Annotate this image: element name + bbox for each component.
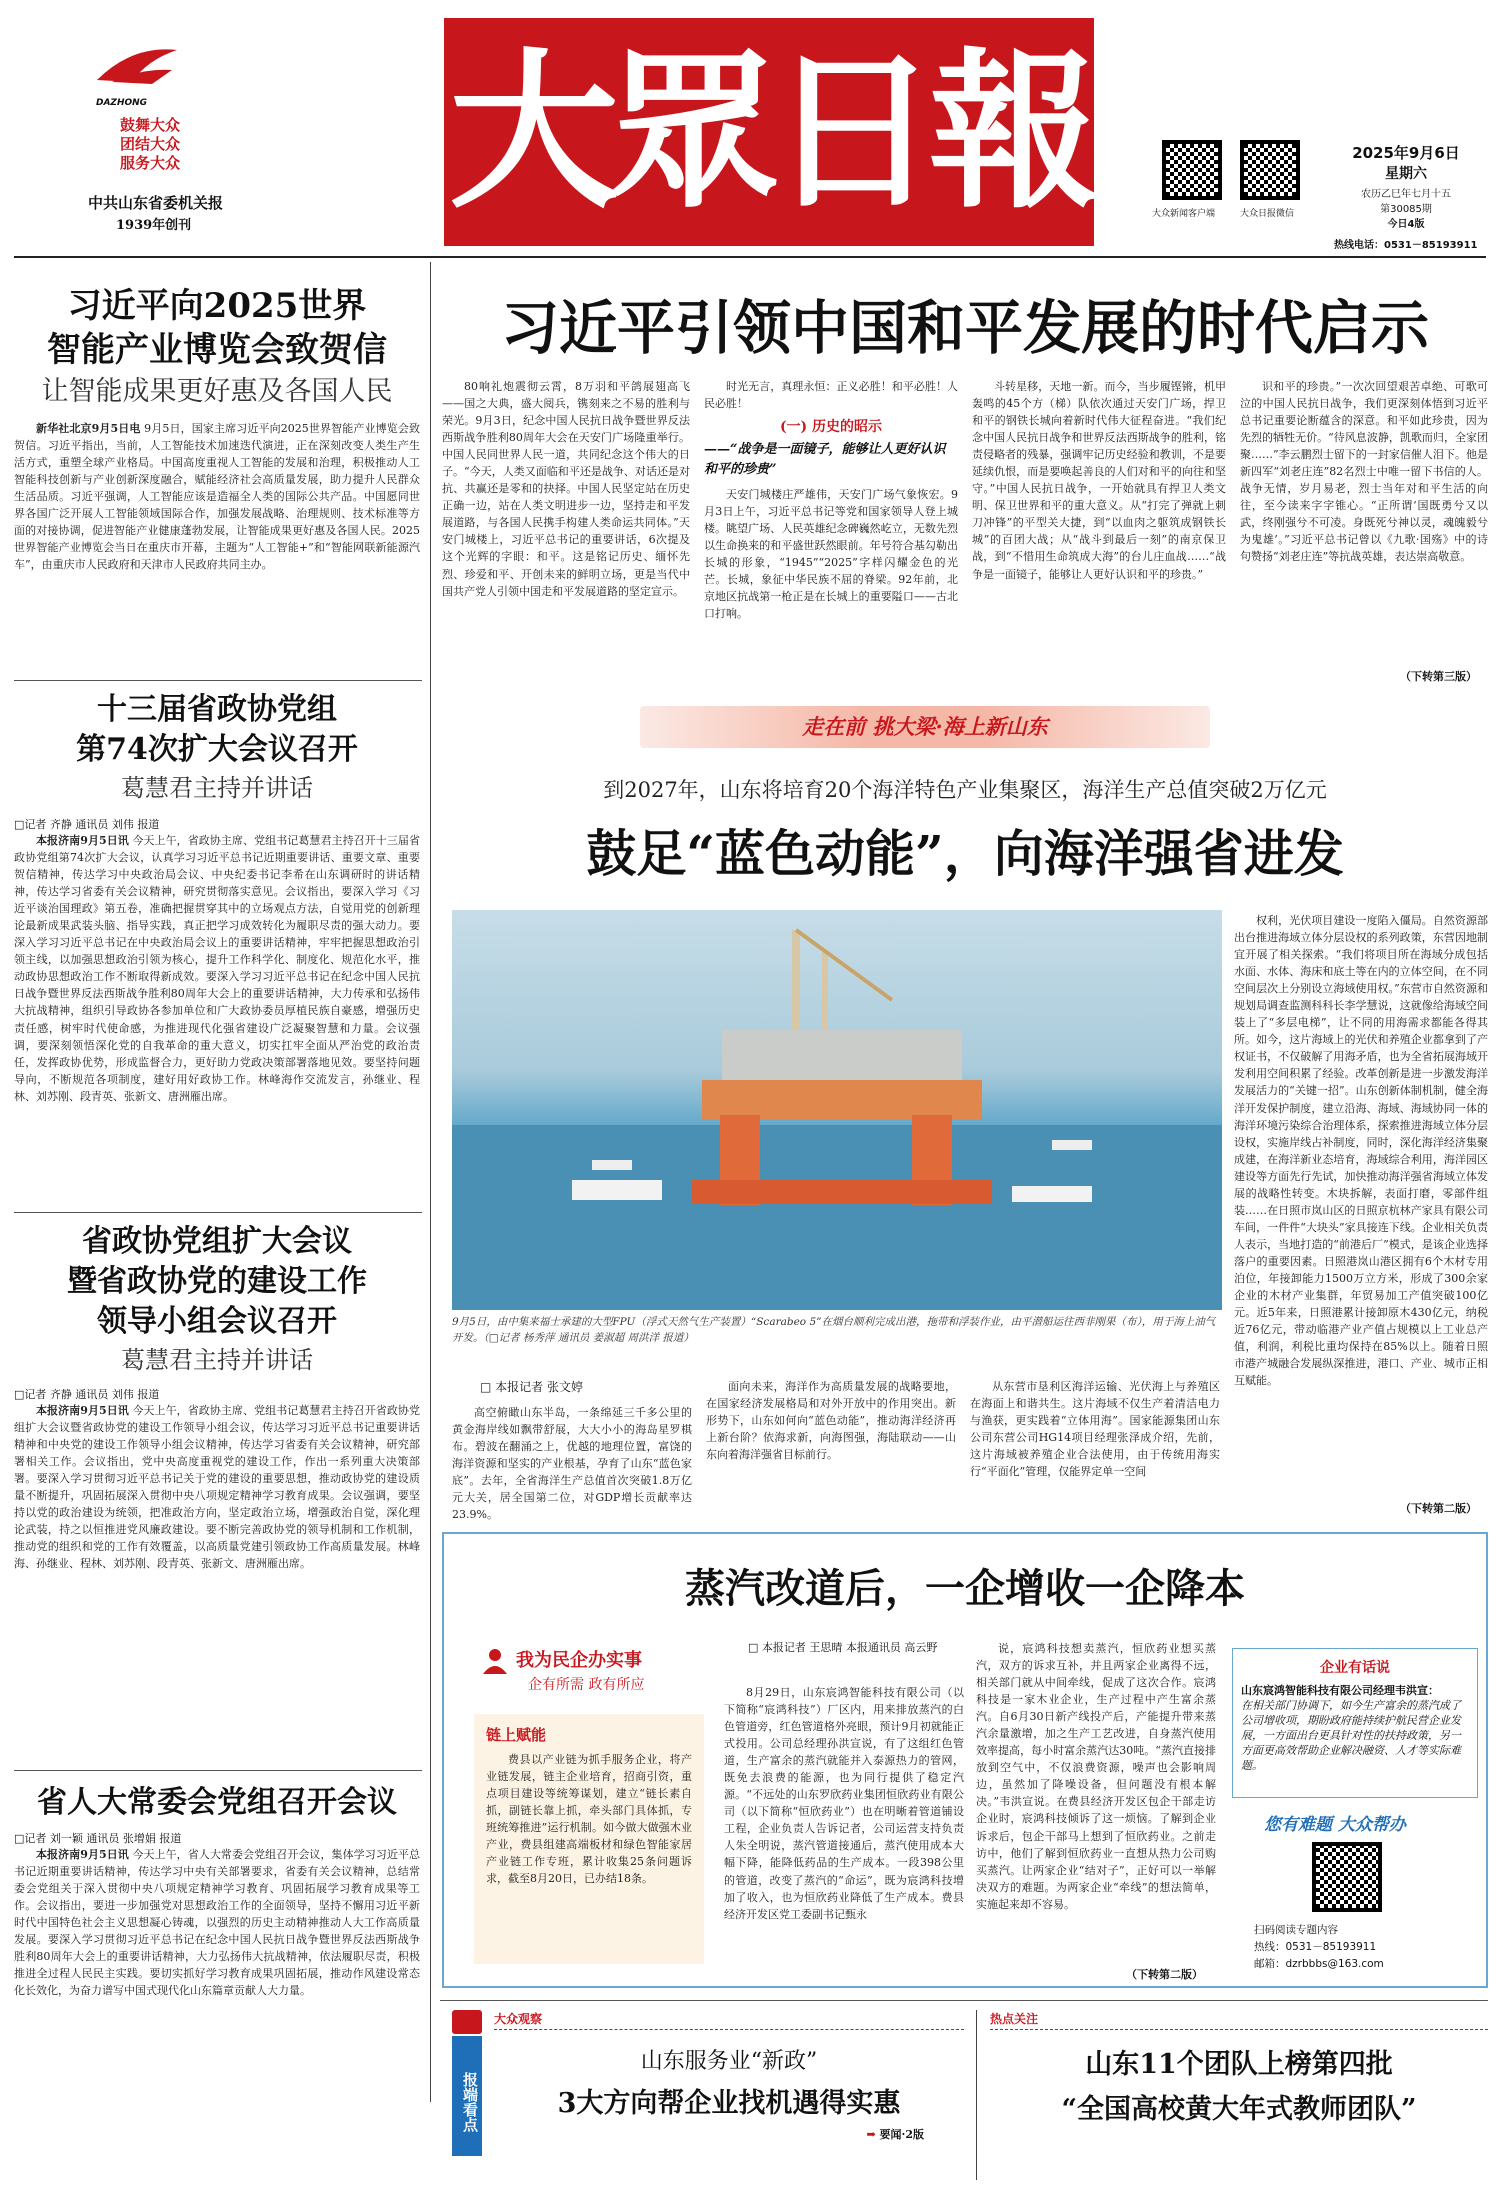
chain-heading: 链上赋能 [486,1726,547,1744]
byline: □记者 齐静 通讯员 刘伟 报道 [14,818,160,831]
teaser-teachers-line-2: “全国高校黄大年式教师团队” [1061,2094,1417,2125]
byline: □记者 刘一颖 通讯员 张增娟 报道 [14,1832,182,1845]
steam-col-2 [976,1640,1216,1966]
lunar-date: 农历乙巳年七月十五 [1361,189,1451,200]
qr-code-app [1162,140,1222,200]
help-scan-label: 扫码阅读专题内容 [1254,1924,1338,1936]
photo-caption: 9月5日，由中集来福士承建的大型FPU（浮式天然气生产装置）“Scarabeo 5”在烟台顺利完成出港，拖带和浮装作业，由平潜船运往西非刚果（布），用于海上油气开发。（□记者 杨秀萍 通讯员 姜淑超 周洪洋 报道） [452,1316,1216,1344]
newspaper-title: 大眾日報 [448,32,1089,232]
enterprise-voice-box [1232,1648,1478,1798]
story-cppcc-party-title-2: 暨省政协党的建设工作 [67,1264,367,1299]
side-tag [452,2036,482,2156]
feature-banner-label: 走在前 挑大梁·海上新山东 [802,714,1048,739]
divider [14,1212,422,1213]
story-cppcc-party-title-3: 领导小组会议召开 [97,1304,337,1339]
section-heading: (一) 历史的昭示 [779,419,883,435]
lead-col-4 [1240,378,1488,668]
platform-illustration [452,910,1222,1310]
teaser-teachers-tag: 热点关注 [990,2010,1488,2030]
masthead-red-block [444,18,1094,246]
help-email[interactable]: 邮箱：dzrbbbs@163.com [1254,1958,1384,1970]
story-cppcc-74-title-2: 第74次扩大会议召开 [76,732,358,767]
arrow-right-icon: ➡ [866,2128,880,2141]
continued-note: （下转第二版） [1400,1502,1477,1515]
story-npc-party [14,1782,420,2166]
teaser-teachers[interactable] [990,2010,1488,2180]
enterprise-voice-body: 在相关部门协调下，如今生产富余的蒸汽成了公司增收项，期盼政府能持续护航民营企业发展，一方面出台更具针对性的扶持政策，另一方面更高效帮助企业解决融资、人才等实际难题。 [1241,1699,1461,1772]
teaser-divider [976,2010,977,2180]
continued-note: （下转第三版） [1400,670,1477,683]
body-text: 9月5日，国家主席习近平向2025世界智能产业博览会致贺信。习近平指出，当前，人工智能技术加速迭代演进，正在深刻改变人类生产生活方式，重塑全球产业格局。中国高度重视人工智能的发展和治理，积极推动人工智能科技创新与产业创新深度融合，赋能经济社会高质量发展，助力提升人民群众生活品质。习近平强调，人工智能应该是造福全人类的国际公共产品。中国愿同世界各国广泛开展人工智能领域国际合作，加强发展战略、治理规则、技术标准等方面的对接协调，促进智能产业健康蓬勃发展，让智能成果更好惠及各国人民。2025世界智能产业博览会当日在重庆市开幕，主题为“人工智能+”和“智能网联新能源汽车”，由重庆市人民政府和天津市人民政府共同主办。 [14,422,420,572]
badge-subtitle: 企有所需 政有所应 [528,1677,645,1693]
dateline: 本报济南9月5日讯 [36,1848,129,1861]
help-phone: 热线：0531－85193911 [1254,1941,1377,1953]
help-heading: 您有难题 大众帮办 [1264,1815,1406,1835]
body-text: 面向未来，海洋作为高质量发展的战略要地，在国家经济发展格局和对外开放中的作用突出。新形势下，山东如何向“蓝色动能”，推动海洋经济再上新台阶？依海求新，向海图强，海陆联动——山东向着海洋强省目标前行。 [706,1380,956,1462]
body-text: 8月29日，山东宸鸿智能科技有限公司（以下简称“宸鸿科技”）厂区内，用来排放蒸汽的白色管道旁，红色管道格外亮眼，预计9月初就能正式投用。公司总经理孙洪宣说，有了这组红色管道，生产富余的蒸汽就能并入泰源热力的管网，既免去浪费的能源，也为同行提供了稳定汽源。“不远处的山东罗欣药业集团恒欣药业有限公司（以下简称“恒欣药业”）也在明晰着管道铺设工程，企业负责人告诉记者，公司运营支持负责人朱全明说，蒸汽管道接通后，蒸汽使用成本大幅下降，能降低药品的生产成本。一段398公里的管道，改变了蒸汽的“命运”，既为宸鸿科技增加了收入，也为恒欣药业降低了生产成本。费县经济开发区党工委副书记甄永 [724,1686,964,1921]
badge-title: 我为民企办实事 [516,1650,642,1671]
issue-date: 2025年9月6日 [1352,144,1460,162]
feature-col-1 [452,1404,692,1522]
body-text: 高空俯瞰山东半岛，一条绵延三千多公里的黄金海岸线如飘带舒展，大大小小的海岛星罗棋布。碧波在翻涌之上，优越的地理位置，富饶的海洋资源和坚实的产业根基，孕育了山东“蓝色家底”。去年，全省海洋生产总值首次突破1.8万亿元大关，居全国第二位，对GDP增长贡献率达23.9%。 [452,1406,692,1522]
qr-code-wechat [1240,140,1300,200]
section-quote: ——“战争是一面镜子，能够让人更好认识和平的珍贵” [704,442,946,477]
help-contacts [1254,1922,1384,1973]
story-cppcc-74-title-1: 十三届省政协党组 [97,692,337,727]
offshore-platform-photo [452,910,1222,1310]
bottom-rule [440,2000,1488,2001]
teaser-services-ref [494,2126,964,2142]
teaser-services-tag: 大众观察 [494,2010,964,2030]
story-cppcc-74-body [14,832,420,1122]
body-text: 斗转星移，天地一新。而今，当步履铿锵，机甲轰鸣的45个方（梯）队依次通过天安门广场，捍卫和平的钢铁长城向着新时代伟大征程奋进。“我们纪念中国人民抗日战争和世界反法西斯战争的胜利，铭责侵略者的残暴，强调牢记历史经验和教训，不是要延续仇恨，而是要唤起善良的人们对和平的向往和坚守。”中国人民抗日战争，一开始就具有捍卫人类文明、保卫世界和平的重大意义。从“打完了弹就上刺刀冲锋”的平型关大捷，到“以血肉之躯筑成钢铁长城”的百团大战；从“战斗到最后一刻”的南京保卫战，到“不惜用生命筑成大海”的台儿庄血战……“战争是一面镜子，能够让人更好认识和平的珍贵。” [972,380,1226,581]
body-text: 说，宸鸿科技想卖蒸汽，恒欣药业想买蒸汽，双方的诉求互补，并且两家企业离得不远，相关部门就从中间牵线，促成了这次合作。宸鸿科技是一家木业企业，生产过程中产生富余蒸汽。自6月30日新产线投产后，产能提升带来蒸汽余量激增，加之生产工艺改进，自身蒸汽使用效率提高，每小时富余蒸汽达30吨。“蒸汽直接排放到空气中，不仅浪费资源，噪声也会影响周边，虽然加了降噪设备，但问题没有根本解决。”韦洪宣说。在费县经济开发区包企干部走访企业时，宸鸿科技倾诉了这一烦恼。了解到企业诉求后，包企干部马上想到了恒欣药业。之前走访中，他们了解到恒欣药业一直想从热力公司购买蒸汽。让两家企业“结对子”，正好可以一举解决双方的难题。为两家企业“牵线”的想法简单，实施起来却不容易。 [976,1642,1216,1911]
qr-label-wechat: 大众日报微信 [1240,209,1295,219]
lead-col-3 [972,378,1226,686]
body-text: 今天上午，省人大常委会党组召开会议，集体学习习近平总书记近期重要讲话精神，传达学习中央有关部署要求，省委有关会议精神，总结常委会党组关于深入贯彻中央八项规定精神学习教育、巩固拓展学习教育成果等工作。会议指出，要进一步加强党对思想政治工作的全面领导，坚持不懈用习近平新时代中国特色社会主义思想凝心铸魂，以强烈的历史主动精神推动人大工作高质量发展。要深入学习贯彻习近平总书记在纪念中国人民抗日战争暨世界反法西斯战争胜利80周年大会上的重要讲话精神，大力弘扬伟大抗战精神，依法履职尽责，积极推进全过程人民民主实践。要切实抓好学习教育成果巩固拓展，推动作风建设常态化长效化，为奋力谱写中国式现代化山东篇章贡献人大力量。 [14,1848,420,1998]
feature-col-2 [706,1378,956,1514]
feature-subtitle: 到2027年，山东将培育20个海洋特色产业集聚区，海洋生产总值突破2万亿元 [603,778,1327,802]
story-cppcc-74-subtitle: 葛慧君主持并讲话 [121,774,313,802]
story-npc-party-title: 省人大常委会党组召开会议 [37,1785,397,1820]
founded: 1939年创刊 [116,218,192,233]
logo-icon [92,40,182,95]
teaser-services-line-2: 3大方向帮企业找机遇得实惠 [557,2088,901,2119]
story-cppcc-party-title-1: 省政协党组扩大会议 [82,1224,352,1259]
hotline: 热线电话：0531－85193911 [1334,240,1478,251]
byline: □记者 齐静 通讯员 刘伟 报道 [14,1388,160,1401]
body-text: 今天上午，省政协主席、党组书记葛慧君主持召开省政协党组扩大会议暨省政协党的建设工作领导小组会议，传达学习习近平总书记重要讲话精神和中央党的建设工作领导小组会议精神，传达学习省委有关会议精神，研究部署相关工作。会议指出，党中央高度重视党的建设工作，作出一系列重大决策部署。要深入学习贯彻习近平总书记关于党的建设的重要思想，推动政协党的建设质量不断提升，巩固拓展深入贯彻中央八项规定精神学习教育成果。会议强调，要坚持以党的政治建设为统领，把准政治方向，坚定政治立场，增强政治自觉，深化理论武装，持之以恒推进党风廉政建设。要不断完善政协党的领导机制和工作机制，推动党的组织和党的工作有效覆盖，以高质量党建引领政协工作高质量发展。林峰海、孙继业、程林、刘苏刚、段青英、张新文、唐洲雁出席。 [14,1404,420,1571]
chain-body [486,1751,692,1956]
steam-badge [480,1646,700,1694]
body-text: 天安门城楼庄严雄伟，天安门广场气象恢宏。9月3日上午，习近平总书记等党和国家领导人登上城楼。眺望广场、人民英雄纪念碑巍然屹立，无数先烈以生命换来的和平盛世跃然眼前。年号符合基勾勒出长城的形象，“1945”“2025”字样闪耀金色的光芒。长城，象征中华民族不屈的脊梁。92年前，北京地区抗战第一枪正是在长城上的重要隘口——古北口打响。 [704,488,958,621]
lead-headline: 习近平引领中国和平发展的时代启示 [500,294,1429,362]
publisher: 中共山东省委机关报 [88,194,224,212]
body-text: 今天上午，省政协主席、党组书记葛慧君主持召开十三届省政协党组第74次扩大会议，认真学习习近平总书记近期重要讲话、重要文章、重要贺信精神，传达学习中央政治局会议、中央纪委书记李希在山东调研时的讲话精神，传达学习省委有关会议精神，研究贯彻落实意见。会议指出，要深入学习《习近平谈治国理政》第五卷，准确把握贯穿其中的立场观点方法，自觉用党的创新理论最新成果武装头脑、指导实践，真正把学习成效转化为履职尽责的强大动力。要深入学习习近平总书记在中央政治局会议上的重要讲话精神，牢牢把握思想政治引领主线，以加强思想政治引领为核心，提升工作科学化、制度化、规范化水平，推动政协思想政治工作不断取得新成效。要深入学习习近平总书记在纪念中国人民抗日战争暨世界反法西斯战争胜利80周年大会上的重要讲话精神，大力传承和弘扬伟大抗战精神，组织引导政协各参加单位和广大政协委员厚植民族自豪感，增强历史责任感，树牢时代使命感，为推进现代化强省建设广泛凝聚智慧和力量。会议强调，要深刻领悟深化党的自我革命的重大意义，切实扛牢全面从严治党的政治责任，发挥政协优势，形成监督合力，更好助力党政决策部署落地见效。要坚持问题导向，不断规范各项制度，建好用好政协工作。林峰海作交流发言，孙继业、程林、刘苏刚、段青英、张新文、唐洲雁出席。 [14,834,420,1103]
story-cppcc-party-body [14,1402,420,1762]
story-npc-party-body [14,1846,420,2166]
story-cppcc-party-subtitle: 葛慧君主持并讲话 [121,1346,313,1374]
teaser-services-line-1: 山东服务业“新政” [640,2049,818,2074]
slogan-1: 鼓舞大众 [120,116,181,134]
lead-col-2-body [704,486,958,686]
lead-col-2 [704,378,958,686]
feature-byline: □ 本报记者 张文婷 [480,1380,583,1394]
divider [14,680,422,681]
divider [14,1770,422,1771]
enterprise-voice-who: 山东宸鸿智能科技有限公司经理韦洪宣： [1241,1684,1439,1697]
body-text: 时光无言，真理永恒：正义必胜！和平必胜！人民必胜！ [704,380,958,411]
steam-headline: 蒸汽改道后，一企增收一企降本 [685,1565,1245,1612]
side-tag-label: 报端看点 [461,2072,479,2132]
body-text: 权利，光伏项目建设一度陷入僵局。自然资源部出台推进海域立体分层设权的系列政策，东营因地制宜开展了相关探索。“我们将项目所在海域分成包括水面、水体、海床和底土等在内的立体空间，在不同空间层次上分别设立海域使用权。”东营市自然资源和规划局调查监测科科长李学慧说，这就像给海域空间装上了“多层电梯”，让不同的用海需求都能各得其所。如今，这片海域上的光伏和养殖企业都拿到了产权证书，不仅破解了用海矛盾，也为全省拓展海域开发利用空间积累了经验。改革创新是进一步激发海洋发展活力的“关键一招”。山东创新体制机制，健全海洋开发保护制度，建立沿海、海域、海域协同一体的海洋环境污染综合治理体系，探索推进海域立体分层设权，实施岸线占补制度，同时，深化海洋经济集聚成建，在海洋新业态培育，海域综合利用，海洋园区建设等方面先行先试，加快推动海洋强省海域立体发展的战略性转变。木块拆解，表面打磨，零部件组装……在日照市岚山区的日照京杭林产家具有限公司车间，一件件“大块头”家具接连下线。企业相关负责人表示，当地打造的“前港后厂”模式，是该企业选择落户的重要因素。日照港岚山港区拥有6个木材专用泊位，年接卸能力1500万立方米，形成了300余家企业的木材产业集群，年贸易加工产值突破100亿元。近5年来，日照港累计接卸原木430亿元，纳税近76亿元，带动临港产业产值占规模以上工业总产值，利润，利税比重均保持在85%以上。随着日照市港产城融合发展纵深推进，港口、产业、城市正相互赋能。 [1234,914,1488,1388]
masthead [0,0,1500,262]
qr-label-app: 大众新闻客户端 [1152,209,1216,219]
weekday: 星期六 [1385,166,1427,182]
feature-right-col [1234,912,1488,1498]
story-cppcc-party [14,1222,420,1762]
feature-headline: 鼓足“蓝色动能”，向海洋强省进发 [586,824,1344,883]
issue-number: 第30085期 [1380,204,1432,215]
lead-col-2-intro [704,378,958,410]
dateline: 新华社北京9月5日电 [36,422,141,435]
page-count: 今日4版 [1387,219,1425,230]
story-ai-expo-title-2: 智能产业博览会致贺信 [47,330,387,370]
help-qr-code[interactable] [1312,1842,1382,1912]
steam-col-1 [724,1684,964,1970]
chain-box [474,1714,704,1964]
body-text: 费县以产业链为抓手服务企业，将产业链发展，链主企业培育，招商引资，重点项目建设等统筹谋划，建立“链长素自抓，副链长靠上抓，牵头部门具体抓，专班统筹推进”运行机制。如今做大做强木业产业，费县组建高端板材和绿色智能家居产业链工作专班，累计收集25条问题诉求，截至8月20日，已办结18条。 [486,1753,692,1886]
teaser-services-page: 要闻·2版 [879,2128,924,2141]
steam-byline: □ 本报记者 王思晴 本报通讯员 高云野 [748,1641,938,1654]
body-text: 识和平的珍贵。”一次次回望艰苦卓绝、可歌可泣的中国人民抗日战争，我们更深刻体悟到习近平总书记重要论断蕴含的深意。和平如此珍贵，因为先烈的牺牲无价。“待风息波静，凯歌而归，全家团聚……”李云鹏烈士留下的一封家信催人泪下。他是新四军“刘老庄连”82名烈士中唯一留下书信的人。战争无情，岁月易老，烈士当年对和平生活的向往，至今读来字字锥心。“正所谓‘国既勇兮又以武，终刚强兮不可凌。身既死兮神以灵，魂魄毅兮为鬼雄’。”习近平总书记曾以《九歌·国殇》中的诗句赞扬“刘老庄连”等抗战英雄，表达崇高敬意。 [1240,380,1488,564]
story-ai-expo-subtitle: 让智能成果更好惠及各国人民 [41,376,393,407]
teaser-services[interactable] [494,2010,964,2180]
logo-subtitle: DAZHONG [96,98,148,108]
person-icon [480,1646,510,1676]
story-ai-expo-body [14,420,420,636]
left-column-divider [430,262,431,2102]
teaser-teachers-line-1: 山东11个团队上榜第四批 [1085,2049,1393,2080]
story-ai-expo [14,284,420,636]
slogan-2: 团结大众 [120,135,181,153]
slogans [120,116,180,173]
lead-col-1 [442,378,690,686]
side-tag-logo-icon [452,2010,482,2034]
date-block [1346,142,1466,230]
body-text: 从东营市垦利区海洋运输、光伏海上与养殖区在海面上和谐共生。这片海域不仅生产着清洁电力与渔获，更实践着“立体用海”。国家能源集团山东公司东营公司HG14项目经理张泽成介绍，先前，这片海域被养殖企业合法使用，由于传统用海实行“平面化”管理，仅能界定单一空间 [970,1380,1220,1479]
story-ai-expo-title-1: 习近平向2025世界 [67,286,367,326]
body-text: 80响礼炮震彻云霄，8万羽和平鸽展翅高飞——国之大典，盛大阅兵，镌刻来之不易的胜利与荣光。9月3日，纪念中国人民抗日战争暨世界反法西斯战争胜利80周年大会在天安门广场隆重举行。中国人民同世界人民一道，共同纪念这个伟大的日子。“今天，人类又面临和平还是战争、对话还是对抗、共赢还是零和的抉择。中国人民坚定站在历史正确一边，站在人类文明进步一边，坚持走和平发展道路，与各国人民携手构建人类命运共同体。”天安门城楼上，习近平总书记的重要讲话，6次提及这个光辉的字眼：和平。这是铭记历史、缅怀先烈、珍爱和平、开创未来的鲜明立场，更是当代中国共产党人引领中国走和平发展道路的坚定宣示。 [442,380,690,598]
dateline: 本报济南9月5日讯 [36,834,129,847]
slogan-3: 服务大众 [120,154,181,172]
feature-col-3 [970,1378,1220,1514]
feature-banner [640,706,1210,748]
story-cppcc-74 [14,690,420,1122]
dateline: 本报济南9月5日讯 [36,1404,129,1417]
masthead-rule [14,256,1486,258]
continued-note: （下转第二版） [1126,1968,1203,1981]
enterprise-voice-heading: 企业有话说 [1320,1660,1390,1676]
